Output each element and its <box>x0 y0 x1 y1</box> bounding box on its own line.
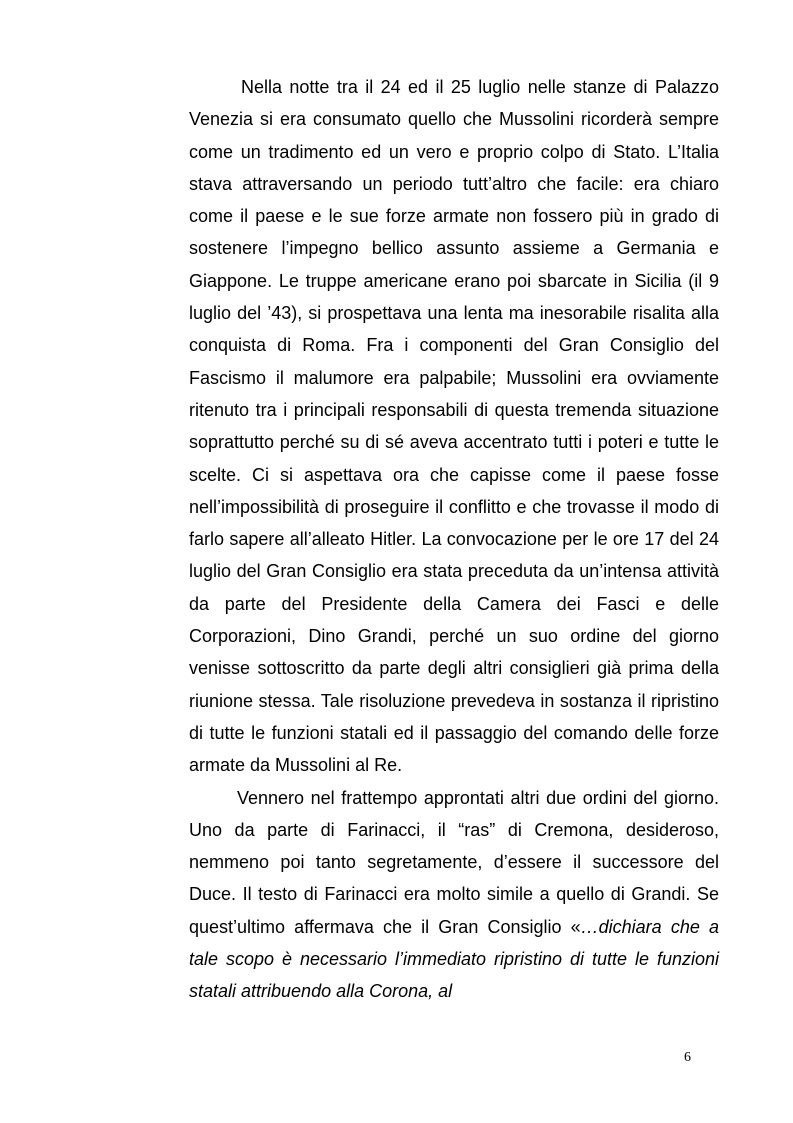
paragraph-2 <box>189 782 719 1008</box>
paragraph-2-text: Vennero nel frattempo approntati altri due ordini del giorno. Uno da parte di Farinacci, il “ras” di Cremona, desideroso, nemmeno poi tanto segretamente, d’essere il successore del Duce. Il testo di Farinacci era molto simile a quello di Grandi. Se quest’ultimo affermava che il Gran Consiglio « <box>189 787 719 937</box>
paragraph-2-quote: …dichiara che a tale scopo è necessario l’immediato ripristino di tutte le funzioni statali attribuendo alla Corona, al <box>189 916 719 1002</box>
paragraph-1: Nella notte tra il 24 ed il 25 luglio nelle stanze di Palazzo Venezia si era consumato quello che Mussolini ricorderà sempre come un tradimento ed un vero e proprio colpo di Stato. L’Italia stava attraversando un periodo tutt’altro che facile: era chiaro come il paese e le sue forze armate non fossero più in grado di sostenere l’impegno bellico assunto assieme a Germania e Giappone. Le truppe americane erano poi sbarcate in Sicilia (il 9 luglio del ’43), si prospettava una lenta ma inesorabile risalita alla conquista di Roma. Fra i componenti del Gran Consiglio del Fascismo il malumore era palpabile; Mussolini era ovviamente ritenuto tra i principali responsabili di questa tremenda situazione soprattutto perché su di sé aveva accentrato tutti i poteri e tutte le scelte. Ci si aspettava ora che capisse come il paese fosse nell’impossibilità di proseguire il conflitto e che trovasse il modo di farlo sapere all’alleato Hitler. La convocazione per le ore 17 del 24 luglio del Gran Consiglio era stata preceduta da un’intensa attività da parte del Presidente della Camera dei Fasci e delle Corporazioni, Dino Grandi, perché un suo ordine del giorno venisse sottoscritto da parte degli altri consiglieri già prima della riunione stessa. Tale risoluzione prevedeva in sostanza il ripristino di tutte le funzioni statali ed il passaggio del comando delle forze armate da Mussolini al Re. <box>189 77 719 776</box>
body-text <box>189 71 719 1008</box>
page-number: 6 <box>684 1050 691 1065</box>
